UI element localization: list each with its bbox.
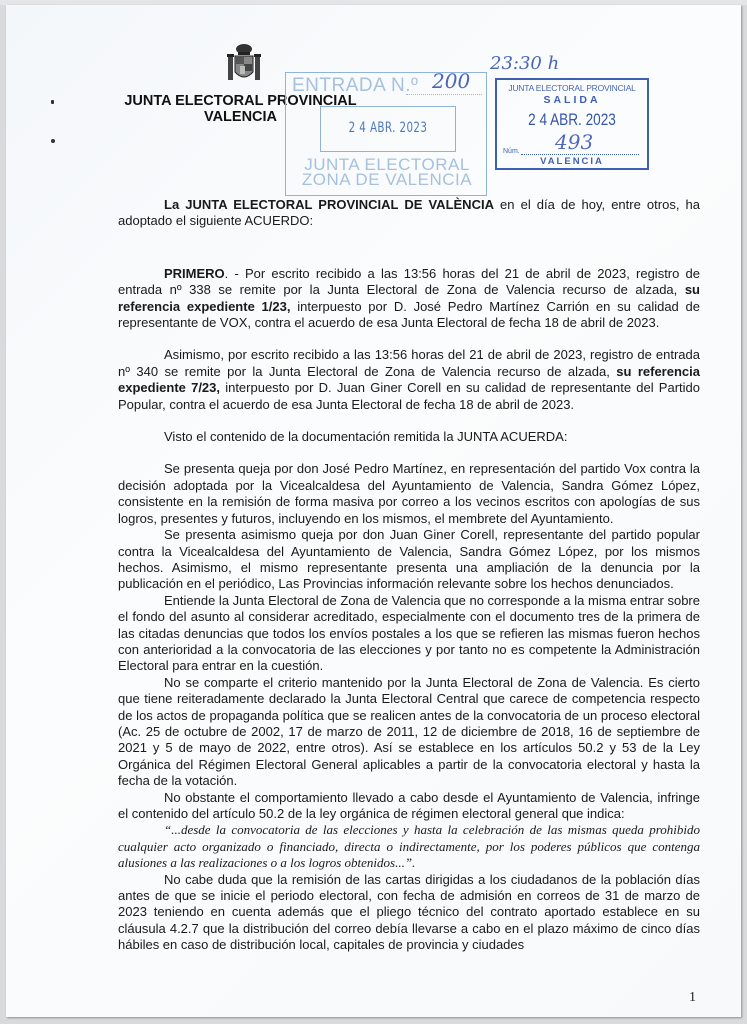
entrada-date-box [320,106,456,152]
salida-num-label: Núm. [503,148,520,155]
salida-stamp [495,78,649,170]
intro-text: en el día de hoy, entre otros, ha adoptado el siguiente ACUERDO: [118,197,700,229]
entrada-dotted-line [406,94,482,95]
primero-label: PRIMERO [164,265,225,281]
document-page [6,5,741,1017]
issuer-name: JUNTA ELECTORAL PROVINCIAL [124,93,357,109]
entrada-number: 200 [432,69,471,93]
salida-date: 2 4 ABR. 2023 [528,110,616,129]
expediente-ref: su referencia expediente 1/23, [118,282,700,314]
salida-number: 493 [555,130,594,154]
paragraph: Se presenta queja por don José Pedro Martínez, en representación del partido Vox contra la decisión adoptada por la Vicealcaldesa del Ayuntamiento de Valencia, Sandra Gómez López, consistente en la remisión de forma masiva por correo a los vecinos escritos con apologías de sus logros, presentes y futuros, incluyendo en los mismos, el membrete del Ayuntamiento. [118,461,700,526]
entrada-org-line2: ZONA DE VALENCIA [301,170,473,189]
paragraph: Se presenta asimismo queja por don Juan Giner Corell, representante del partido popular contra la Vicealcaldesa del Ayuntamiento de Valencia, Sandra Gómez López, por los mismos hechos. Asimismo, el mismo representante presenta una ampliación de la denuncia por la publicación en el periódico, Las Provincias información relevante sobre los hechos denunciados. [118,527,700,592]
text-span: . - Por escrito recibido a las 13:56 horas del 21 de abril de 2023, registro de entrada nº 338 se remite por la Junta Electoral de Zona de Valencia recurso de alzada, [118,265,700,298]
paragraph: Entiende la Junta Electoral de Zona de Valencia que no corresponde a la misma entrar sobre el fondo del asunto al considerar acreditado, especialmente con el documento tres de la primera de las citadas denuncias que todos los envíos postales a los que se refieren las mismas fueron hechos con anterioridad a la convocatoria de las elecciones y por tanto no es competente la Administración Electoral para entrar en la cuestión. [118,592,700,674]
visto-paragraph: Visto el contenido de la documentación remitida la JUNTA ACUERDA: [164,429,568,445]
coat-of-arms-icon [225,42,263,84]
scan-mark [51,100,54,104]
entrada-org-line1: JUNTA ELECTORAL [304,155,470,174]
handwritten-time: 23:30 h [490,53,560,74]
salida-city: VALENCIA [540,156,604,167]
salida-org: JUNTA ELECTORAL PROVINCIAL [508,83,636,93]
primero-paragraph [118,266,700,332]
salida-title: SALIDA [543,94,601,106]
intro-paragraph [118,197,700,230]
salida-dotted-line [521,154,639,155]
document-body [118,197,700,954]
page-number: 1 [689,990,696,1005]
entrada-label: ENTRADA N.º [292,75,419,96]
entrada-date: 2 4 ABR. 2023 [348,120,428,136]
scan-mark [51,139,55,143]
paragraph: No se comparte el criterio mantenido por la Junta Electoral de Zona de Valencia. Es cierto que tiene reiteradamente declarado la Junta Electoral Central que carece de competencia respecto de los actos de propaganda política que se realicen antes de la convocatoria de un proceso electoral (Ac. 25 de octubre de 2002, 17 de marzo de 2011, 12 de diciembre de 2018, 16 de septiembre de 2021 y 5 de mayo de 2022, entre otros). Así se establece en los artículos 50.2 y 53 de la Ley Orgánica del Régimen Electoral General aplicables a partir de la convocatoria electoral y hasta la fecha de la votación. [118,674,700,789]
law-quote: “...desde la convocatoria de las elecciones y hasta la celebración de las mismas queda prohibido cualquier acto organizado o financiado, directa o indirectamente, por los poderes públicos que contenga alusiones a las realizaciones o a los logros obtenidos...”. [118,822,700,871]
intro-bold: La JUNTA ELECTORAL PROVINCIAL DE VALÈNCIA [164,197,494,212]
issuer-city: VALENCIA [203,109,278,125]
paragraph: No cabe duda que la remisión de las cartas dirigidas a los ciudadanos de la población días antes de que se inicie el periodo electoral, con fecha de admisión en correos de 31 de marzo de 2023 teniendo en cuenta además que el pliego técnico del contrato aportado establece en su cláusula 4.2.7 que la distribución del correo debía llevarse a cabo en el plazo máximo de cinco días hábiles en caso de distribución local, capitales de provincia y ciudades [118,871,700,953]
paragraph: No obstante el comportamiento llevado a cabo desde el Ayuntamiento de Valencia, infringe el contenido del artículo 50.2 de la ley orgánica de régimen electoral general que indica: [118,789,700,821]
text-span: interpuesto por D. José Pedro Martínez Carrión en su calidad de representante de VOX, contra el acuerdo de esa Junta Electoral de fecha 18 de abril de 2023. [118,298,700,331]
expediente-ref: su referencia expediente 7/23, [118,363,700,396]
text-span: interpuesto por D. Juan Giner Corell en su calidad de representante del Partido Popular, contra el acuerdo de esa Junta Electoral de fecha 18 de abril de 2023. [118,380,700,412]
text-span: Asimismo, por escrito recibido a las 13:56 horas del 21 de abril de 2023, registro de entrada nº 340 se remite por la Junta Electoral de Zona de Valencia recurso de alzada, [118,347,700,379]
entrada-stamp [285,69,487,196]
asimismo-paragraph [118,347,700,413]
